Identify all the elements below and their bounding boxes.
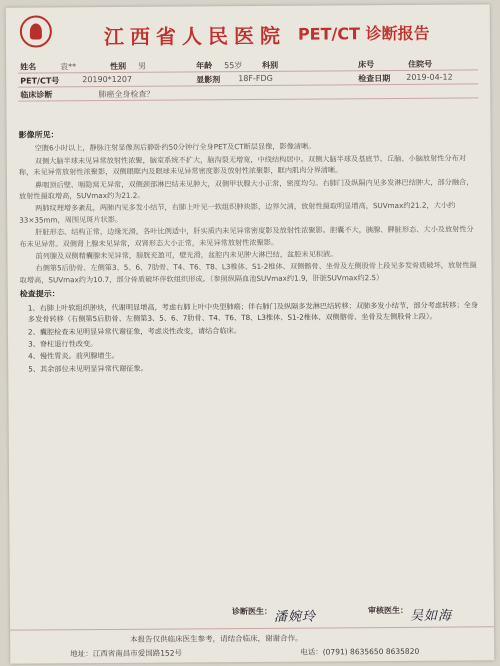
hospital-name: 江西省人民医院	[103, 23, 287, 50]
impression-item: 1、右肺上叶软组织肿块，代谢明显增高，考虑右肺上叶中央型肺癌；伴右肺门及纵隔多发淋巴结转移；双肺多发小结节，部分考虑转移；全身多发骨转移（右侧第5后肋骨、左侧第3、5、6、7肋骨、T4、T6、T8、L3椎体、S1-2椎体、双侧髂骨、坐骨及左侧股骨上段）。	[27, 300, 479, 324]
impression-title: 检查提示：	[19, 289, 60, 299]
findings-paragraph: 前列腺及双侧精囊腺未见异常，膀胱充盈可，壁光滑，盆腔内未见肿大淋巴结，盆腔未见积液。	[35, 249, 338, 261]
findings-paragraph: 鼻咽顶后壁、咽隐窝无异常，双侧颈部淋巴结未见肿大，双侧甲状腺大小正常，密度均匀。右肺门及纵隔内见多发淋巴结肿大，部分融合，放射性摄取增高，SUVmax约为21.2。	[19, 177, 474, 201]
reviewer-label: 审核医生：	[367, 605, 408, 616]
ward-label: 科别	[262, 60, 279, 70]
sex-label: 性别	[110, 61, 127, 71]
patient-info	[18, 56, 478, 101]
report-title: PET/CT 诊断报告	[297, 23, 430, 44]
footer-address: 地址：江西省南昌市爱国路152号	[70, 648, 183, 659]
findings-text	[19, 140, 480, 286]
petct-no-value: 20190*1207	[82, 74, 133, 85]
name-label: 姓名	[20, 62, 37, 72]
findings-paragraph: 右侧第5后肋骨、左侧第3、5、6、7肋骨、T4、T6、T8、L3椎体、S1-2椎体、双侧髂骨、坐骨及左侧股骨上段见多发骨质破坏，放射性摄取增高，SUVmax约为10.7，部分骨质破坏伴软组织形成。（参照纵隔血池SUVmax约1.9，肝脏SUVmax约2.5）	[19, 260, 477, 285]
impression-section	[20, 286, 481, 375]
report-doctor-signature: 潘婉玲	[273, 609, 317, 625]
impression-item: 5、其余部位未见明显异常代谢征象。	[28, 363, 148, 374]
age-value: 55岁	[224, 61, 243, 71]
report-doctor-label: 诊断医生：	[231, 606, 272, 617]
report-body	[19, 126, 482, 599]
reviewer-signature: 吴如海	[409, 608, 453, 624]
patient-row-3	[18, 84, 478, 101]
signature-area	[22, 598, 482, 625]
inpatient-label: 住院号	[408, 59, 433, 69]
impression-item: 2、囊腔检查未见明显异常代谢征象，考虑炎性改变，请结合临床。	[27, 325, 242, 337]
impression-item: 4、慢性胃炎。前列腺增生。	[28, 351, 120, 361]
sex-value: 男	[138, 61, 147, 71]
agent-value: 18F-FDG	[238, 73, 273, 84]
clinical-dx-value: 肺癌全身检查？	[98, 89, 155, 100]
findings-paragraph: 双侧大脑半球未见异常放射性浓聚，脑室系统不扩大，脑沟裂无增宽，中线结构居中。双侧大脑半球及基底节、丘脑、小脑放射性分布对称，未见异常放射性浓聚影，双侧眼眶内及眼球未见异常密度影及放射性浓聚影，眶内肌肉分界清晰。	[18, 153, 467, 177]
bed-label: 床号	[358, 60, 375, 70]
hospital-logo-icon	[20, 15, 52, 47]
findings-title: 影像所见：	[18, 130, 59, 140]
report-paper	[6, 4, 495, 663]
exam-date-label: 检查日期	[358, 74, 391, 84]
findings-paragraph: 两肺纹理增多紊乱，两肺内见多发小结节，右肺上叶见一软组织肿块影，边界欠清，放射性摄取明显增高，SUVmax约21.2，大小约33×35mm，周围见斑片状影。	[19, 201, 456, 225]
report-header	[6, 4, 490, 59]
exam-date-value: 2019-04-12	[406, 72, 453, 82]
petct-no-label: PET/CT号	[20, 76, 60, 86]
clinical-dx-label: 临床诊断	[20, 90, 53, 100]
name-value: 袁**	[60, 62, 77, 72]
footer-note: 本报告仅供临床医生参考，请结合临床，谢谢合作。	[130, 633, 303, 644]
agent-label: 显影剂	[196, 75, 221, 85]
footer-phone: 电话：(0791) 8635650 8635820	[300, 646, 420, 657]
age-label: 年龄	[196, 61, 213, 71]
findings-paragraph: 空腹6小时以上，静脉注射显像剂后静卧约50分钟行全身PET及CT断层显像，影像清晰。	[34, 141, 316, 153]
report-footer	[10, 626, 494, 663]
impression-item: 3、脊柱退行性改变。	[28, 338, 98, 349]
findings-paragraph: 肝脏形态、结构正常，边缘光滑，各叶比例适中，肝实质内未见异常密度影及放射性浓聚影。胆囊不大，胰腺、脾脏形态、大小及放射性分布未见异常。双侧肾上腺未见异常，双肾形态大小正常，未见异常放射性浓聚影。	[19, 224, 474, 249]
